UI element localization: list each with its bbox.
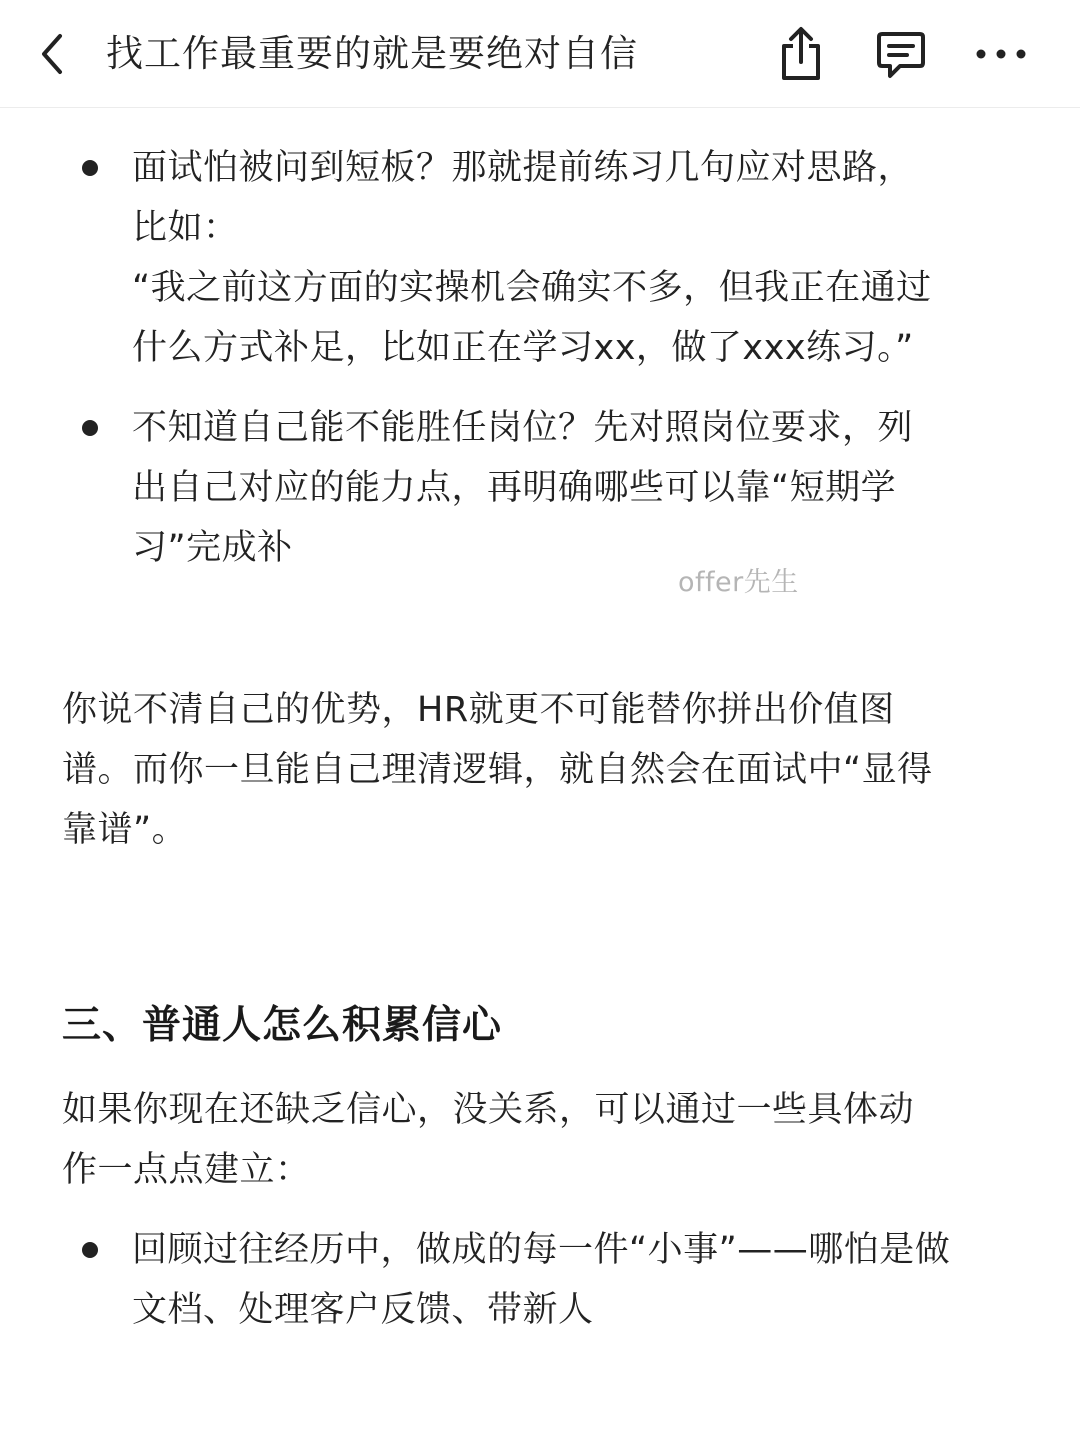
list-item-line: 不知道自己能不能胜任岗位？先对照岗位要求，列 bbox=[132, 408, 914, 448]
paragraph-line: 如果你现在还缺乏信心，没关系，可以通过一些具体动 bbox=[62, 1090, 915, 1130]
paragraph bbox=[62, 680, 1022, 860]
paragraph-line: 作一点点建立： bbox=[62, 1150, 311, 1190]
back-button[interactable] bbox=[28, 30, 76, 78]
more-button[interactable] bbox=[973, 26, 1029, 82]
bullet-dot bbox=[82, 160, 98, 176]
comment-button[interactable] bbox=[873, 26, 929, 82]
share-icon bbox=[776, 26, 826, 82]
section-heading: 三、普通人怎么积累信心 bbox=[62, 1003, 503, 1048]
list-item-line: 比如： bbox=[132, 208, 239, 248]
list-item-line: 文档、处理客户反馈、带新人 bbox=[132, 1290, 594, 1330]
comment-icon bbox=[874, 26, 928, 82]
paragraph-line: 靠谱”。 bbox=[62, 810, 188, 850]
bullet-dot bbox=[82, 1242, 98, 1258]
paragraph-line: 谱。而你一旦能自己理清逻辑，就自然会在面试中“显得 bbox=[62, 750, 933, 790]
list-item bbox=[132, 398, 1022, 578]
list-item bbox=[132, 1220, 1022, 1340]
list-item-line: “我之前这方面的实操机会确实不多，但我正在通过 bbox=[132, 268, 932, 308]
paragraph bbox=[62, 1080, 1022, 1200]
list-item-line: 什么方式补足，比如正在学习xx，做了xxx练习。” bbox=[132, 328, 914, 368]
more-horizontal-icon bbox=[973, 44, 1029, 64]
list-item-line: 面试怕被问到短板？那就提前练习几句应对思路， bbox=[132, 148, 914, 188]
top-nav-bar bbox=[0, 0, 1080, 108]
page-title: 找工作最重要的就是要绝对自信 bbox=[106, 32, 638, 75]
bullet-dot bbox=[82, 420, 98, 436]
paragraph-line: 你说不清自己的优势，HR就更不可能替你拼出价值图 bbox=[62, 690, 895, 730]
watermark: offer先生 bbox=[678, 567, 799, 598]
list-item bbox=[132, 138, 1022, 378]
list-item-line: 出自己对应的能力点，再明确哪些可以靠“短期学 bbox=[132, 468, 897, 508]
list-item-line: 习”完成补 bbox=[132, 528, 293, 568]
chevron-left-icon bbox=[36, 32, 68, 76]
share-button[interactable] bbox=[773, 26, 829, 82]
list-item-line: 回顾过往经历中，做成的每一件“小事”——哪怕是做 bbox=[132, 1230, 951, 1270]
